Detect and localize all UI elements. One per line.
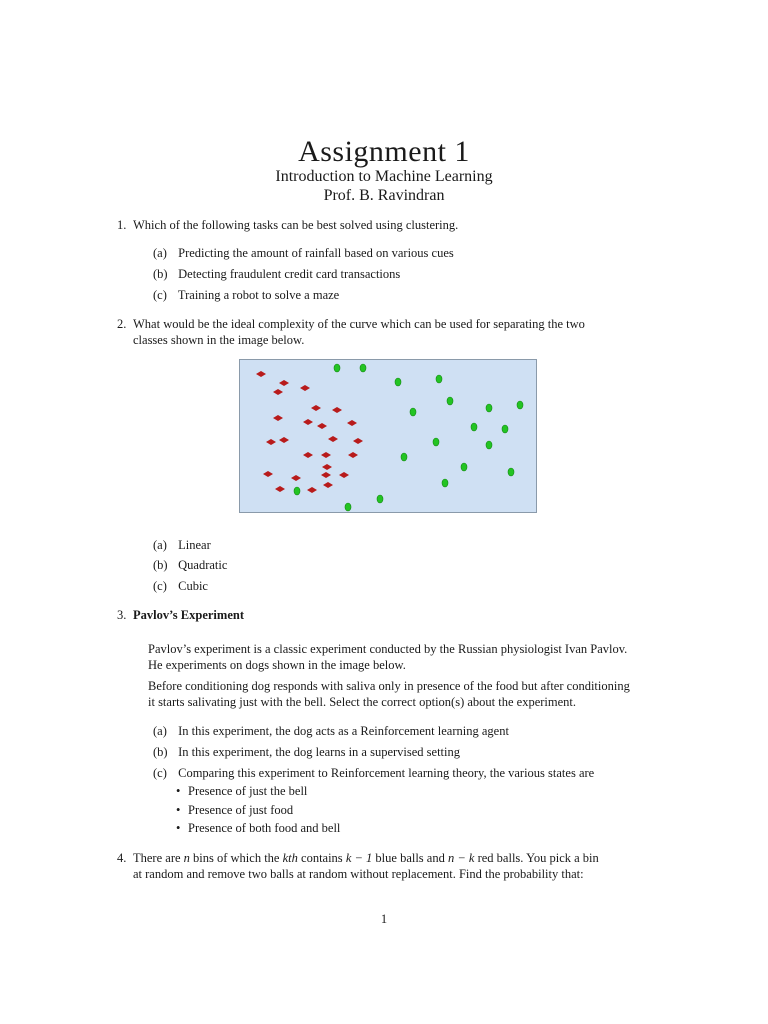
red-point xyxy=(279,437,289,443)
green-point xyxy=(461,463,467,471)
red-point xyxy=(321,472,331,478)
option-label: (c) xyxy=(153,579,167,593)
red-point xyxy=(311,405,321,411)
text-segment: blue balls and xyxy=(372,851,448,865)
q3-paragraph-2-line-2: it starts salivating just with the bell. Select the correct option(s) about the experiment. xyxy=(148,695,577,709)
q3-paragraph-2-line-1: Before conditioning dog responds with saliva only in presence of the food but after conditioning xyxy=(148,679,630,693)
bullet-text: Presence of both food and bell xyxy=(188,821,341,835)
text-segment: There are xyxy=(133,851,184,865)
question-text-line-2: classes shown in the image below. xyxy=(133,333,305,347)
green-point xyxy=(334,364,340,372)
question-text xyxy=(133,851,599,865)
red-point xyxy=(307,487,317,493)
q3-paragraph-1-line-2: He experiments on dogs shown in the image below. xyxy=(148,658,406,672)
instructor-name: Prof. B. Ravindran xyxy=(323,187,445,204)
option-text: Training a robot to solve a maze xyxy=(177,288,340,302)
question-number: 4. xyxy=(117,851,127,865)
red-point xyxy=(353,438,363,444)
red-point xyxy=(291,475,301,481)
green-point xyxy=(345,503,351,511)
q1-option-c xyxy=(153,287,653,303)
red-point xyxy=(347,420,357,426)
text-segment: bins of which the xyxy=(189,851,283,865)
text-segment: red balls. You pick a bin xyxy=(474,851,599,865)
question-2 xyxy=(117,316,663,332)
red-point xyxy=(321,452,331,458)
question-number: 3. xyxy=(117,608,127,622)
q3-option-b xyxy=(153,744,653,760)
green-point xyxy=(294,487,300,495)
red-point xyxy=(273,415,283,421)
course-name: Introduction to Machine Learning xyxy=(275,168,493,185)
q3-option-c xyxy=(153,765,653,781)
option-label: (a) xyxy=(153,724,167,738)
red-point xyxy=(279,380,289,386)
question-4 xyxy=(117,850,663,866)
option-label: (c) xyxy=(153,766,167,780)
page-number: 1 xyxy=(380,912,388,926)
option-label: (b) xyxy=(153,558,168,572)
question-text: Which of the following tasks can be best solved using clustering. xyxy=(133,218,459,232)
question-3 xyxy=(117,607,663,623)
green-class-points xyxy=(294,364,523,511)
bullet-text: Presence of just the bell xyxy=(188,784,308,798)
red-point xyxy=(263,471,273,477)
option-label: (b) xyxy=(153,267,168,281)
red-point xyxy=(266,439,276,445)
red-point xyxy=(275,486,285,492)
q3-paragraph-1-line-1: Pavlov’s experiment is a classic experiment conducted by the Russian physiologist Ivan Pavlov. xyxy=(148,642,628,656)
green-point xyxy=(436,375,442,383)
red-point xyxy=(317,423,327,429)
bullet-text: Presence of just food xyxy=(188,803,294,817)
green-point xyxy=(401,453,407,461)
option-text: Cubic xyxy=(178,579,208,593)
q1-option-b xyxy=(153,266,653,282)
option-text: Detecting fraudulent credit card transactions xyxy=(178,267,401,281)
scatter-figure xyxy=(239,359,537,513)
q2-option-b xyxy=(153,557,653,573)
option-text: Quadratic xyxy=(178,558,228,572)
math-k-minus-1: k − 1 xyxy=(345,851,373,865)
green-point xyxy=(395,378,401,386)
option-label: (b) xyxy=(153,745,168,759)
green-point xyxy=(447,397,453,405)
option-label: (a) xyxy=(153,246,167,260)
question-4-cont xyxy=(133,866,663,882)
red-point xyxy=(323,482,333,488)
red-point xyxy=(348,452,358,458)
red-point xyxy=(332,407,342,413)
q2-option-a xyxy=(153,537,653,553)
question-text-line-2: at random and remove two balls at random without replacement. Find the probability that: xyxy=(133,867,584,881)
green-point xyxy=(502,425,508,433)
scatter-plot-svg xyxy=(240,360,536,512)
green-point xyxy=(360,364,366,372)
q2-option-c xyxy=(153,578,653,594)
bullet-icon: • xyxy=(176,803,181,817)
math-n-minus-k: n − k xyxy=(447,851,475,865)
green-point xyxy=(486,441,492,449)
question-number: 1. xyxy=(117,218,127,232)
bullet-icon: • xyxy=(176,784,181,798)
option-label: (c) xyxy=(153,288,167,302)
text-segment: contains xyxy=(297,851,346,865)
q1-option-a xyxy=(153,245,653,261)
question-2-cont xyxy=(133,332,663,348)
q3-bullet-1 xyxy=(176,783,308,799)
question-heading: Pavlov’s Experiment xyxy=(133,608,244,622)
question-number: 2. xyxy=(117,317,127,331)
page-title: Assignment 1 xyxy=(298,135,470,168)
green-point xyxy=(471,423,477,431)
green-point xyxy=(377,495,383,503)
option-text: Comparing this experiment to Reinforcement learning theory, the various states are xyxy=(178,766,595,780)
question-1 xyxy=(117,217,663,233)
red-point xyxy=(303,419,313,425)
red-point xyxy=(322,464,332,470)
red-point xyxy=(339,472,349,478)
red-point xyxy=(300,385,310,391)
red-point xyxy=(303,452,313,458)
option-text: In this experiment, the dog acts as a Reinforcement learning agent xyxy=(178,724,509,738)
red-point xyxy=(256,371,266,377)
option-text: In this experiment, the dog learns in a supervised setting xyxy=(178,745,461,759)
green-point xyxy=(486,404,492,412)
q3-bullet-2 xyxy=(176,802,294,818)
question-text-line-1: What would be the ideal complexity of the curve which can be used for separating the two xyxy=(133,317,585,331)
math-n: n xyxy=(183,851,190,865)
red-class-points xyxy=(256,371,363,493)
green-point xyxy=(410,408,416,416)
option-label: (a) xyxy=(153,538,167,552)
green-point xyxy=(517,401,523,409)
red-point xyxy=(273,389,283,395)
option-text: Predicting the amount of rainfall based on various cues xyxy=(178,246,454,260)
red-point xyxy=(328,436,338,442)
green-point xyxy=(442,479,448,487)
math-kth: kth xyxy=(282,851,298,865)
q3-bullet-3 xyxy=(176,820,341,836)
green-point xyxy=(508,468,514,476)
green-point xyxy=(433,438,439,446)
q3-option-a xyxy=(153,723,653,739)
option-text: Linear xyxy=(178,538,211,552)
bullet-icon: • xyxy=(176,821,181,835)
